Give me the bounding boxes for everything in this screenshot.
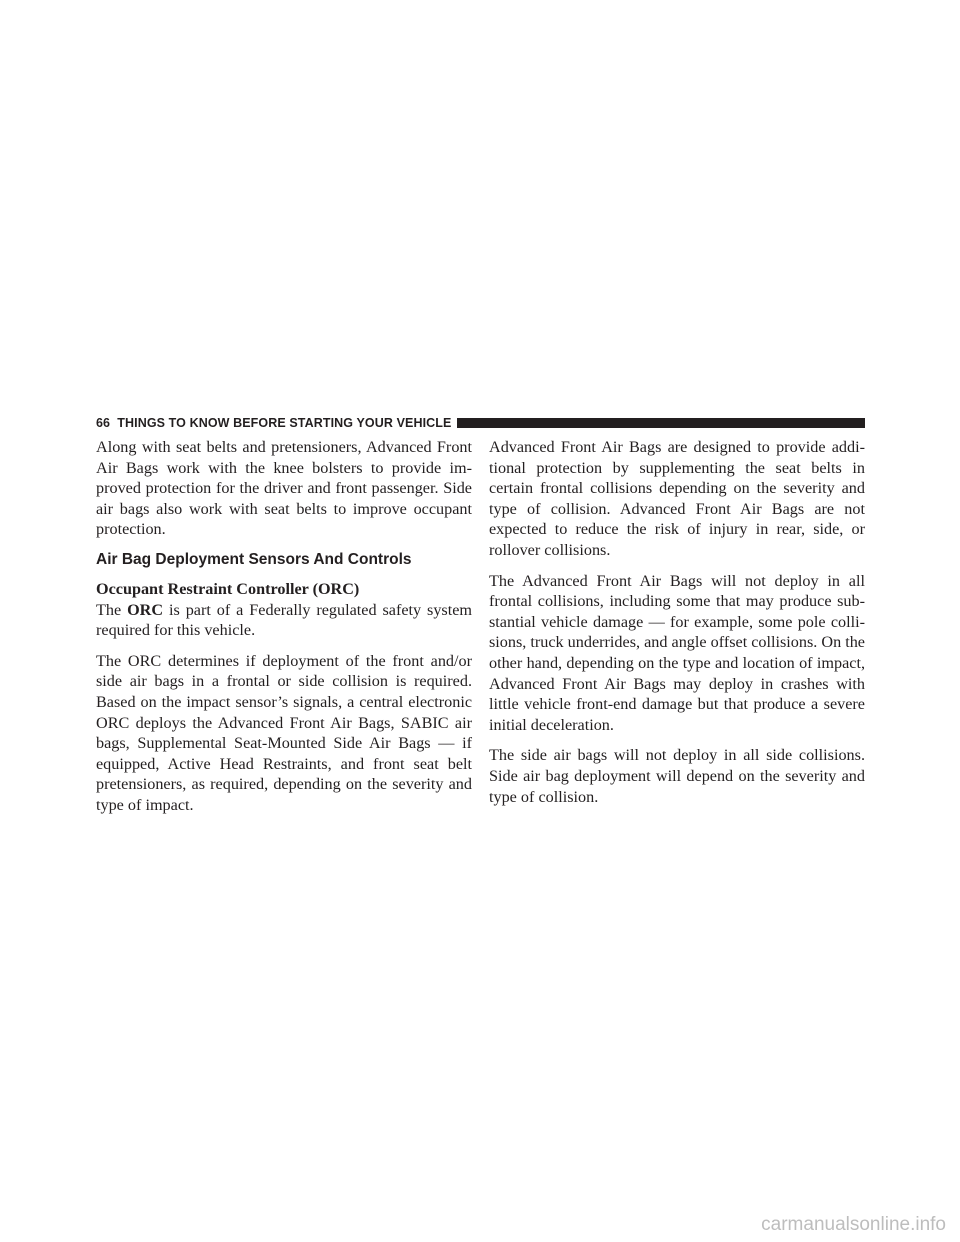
no-deploy-paragraph: The Advanced Front Air Bags will not deploy in all frontal collisions, including some that may produce substantial vehicle damage — for example, some pole collisions, truck underrides, and angle offset collisions. On the other hand, depending on the type and location of impact, Advanced Front Air Bags may deploy in crashes with little vehicle front-end damage but that produce a severe initial deceleration. [489, 571, 865, 734]
side-airbag-paragraph: The side air bags will not deploy in all side collisions. Side air bag deployment will depend on the severity and type of collision. [489, 746, 865, 806]
page-header-text [96, 416, 451, 430]
header-rule [457, 418, 865, 428]
right-column [489, 437, 865, 817]
left-column [96, 437, 472, 826]
watermark: carmanualsonline.info [761, 1214, 946, 1235]
orc-deployment-paragraph: The ORC determines if deployment of the front and/or side air bags in a frontal or side collision is required. Based on the impact sensor’s signals, a central electronic ORC deploys the Advanced Front Air Bags, SABIC air bags, Supplemental Seat-Mounted Side Air Bags — if equipped, Active Head Restraints, and front seat belt pretensioners, as required, depending on the severity and type of impact. [96, 651, 472, 814]
page-number: 66 [96, 416, 111, 430]
orc-paragraph-prefix: The [96, 600, 128, 619]
front-airbag-paragraph: Advanced Front Air Bags are designed to provide additional protection by supplementing the seat belts in certain frontal collisions depending on the severity and type of collision. Advanced Front Air Bags are not expected to reduce the risk of injury in rear, side, or rollover collisions. [489, 438, 865, 559]
sub-heading: Occupant Restraint Controller (ORC) [96, 579, 360, 598]
section-heading: Air Bag Deployment Sensors And Controls [96, 550, 412, 568]
orc-term: ORC [127, 600, 164, 619]
page-header [96, 413, 865, 433]
intro-paragraph: Along with seat belts and pretensioners, Advanced Front Air Bags work with the knee bolsters to provide improved protection for the driver and front passenger. Side air bags also work with seat belts to improve occupant protection. [96, 438, 472, 539]
orc-paragraph-rest: is part of a Federally regulated safety system required for this vehicle. [96, 600, 472, 640]
chapter-title: THINGS TO KNOW BEFORE STARTING YOUR VEHICLE [117, 416, 452, 430]
orc-paragraph [96, 600, 472, 641]
